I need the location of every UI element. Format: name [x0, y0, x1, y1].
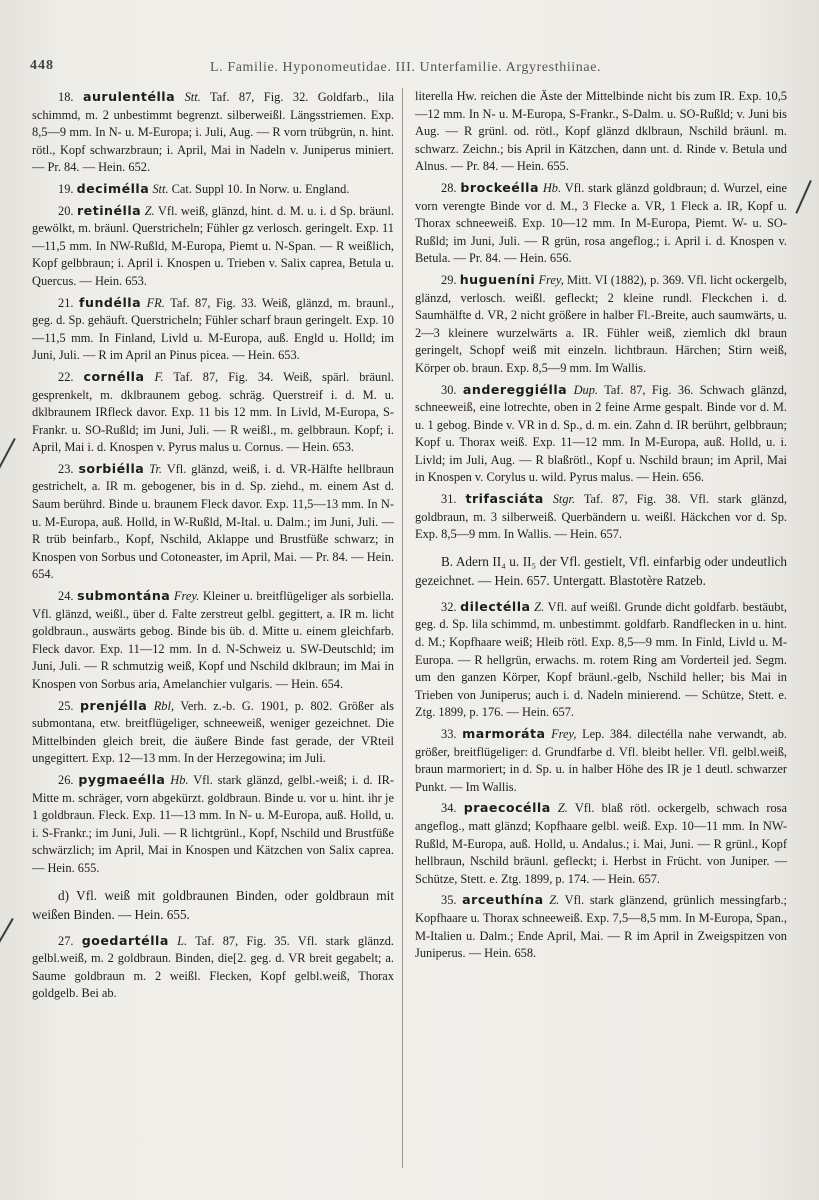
species-entry-26	[32, 771, 394, 878]
species-description: Vfl. glänzd, weiß, i. d. VR-Hälfte hellbraun gestrichelt, a. IR m. gebogener, bis in d. Sp. ziehd., m. einem Ast d. Saum berührd. Binde u. braunem Fleck davor. Exp. 11,5—13 mm. In N- u. M-Europa, auß. Holld, in W-Rußld, M-Ital. u. Dalm.; im Juni, Juli. — R trüb beinfarb., Kopf, Nschild, Aklappe und Brustfüße schwarz; in Knospen von Sorbus und Cotoneaster, im April, Mai. — Pr. 84. — Hein. 654.	[32, 461, 394, 582]
species-entry-19	[32, 180, 394, 199]
entry-number: 27.	[58, 933, 74, 948]
species-name: marmoráta	[462, 726, 546, 741]
entry-number: 20.	[58, 203, 74, 218]
species-author: Rbl,	[153, 698, 175, 713]
entry-number: 21.	[58, 295, 74, 310]
entry-number: 28.	[441, 180, 457, 195]
entry-number: 26.	[58, 772, 74, 787]
species-description: Kleiner u. breitflügeliger als sorbiella. Vfl. glänzd, weißl., über d. Falte zerstreut gelbl. gegittert, a. IR m. licht goldbraun., auswärts gebog. Binde bis üb. d. Mitte u. einem gleichfarb. Fleck davor. Exp. 11—12 mm. In d. N-Schweiz u. SW-Deutschld; im Juni, Juli. — R schmutzig weiß, Kopf und Nschild dklbraun; im Mai in Knospen von Sorbus aria, Amelanchier vulgaris. — Hein. 654.	[32, 589, 394, 691]
species-entry-33	[415, 725, 787, 796]
species-name: trifasciáta	[465, 491, 544, 507]
species-description: Vfl. blaß rötl. ockergelb, schwach rosa angeflog., matt glänzd; Kopfhaare gelbl. weiß. Exp. 10—11 mm. In NW-Rußld, M-Europa, auß. Holld, u. Andalus.; i. Mai, Juni. — R grünl., Kopf hellbraun, Nschild bräunl. gefleckt; i. Herbst in Frücht. von Juniper. — Schütze, Stett. e. Ztg. 1899, p. 174. — Hein. 657.	[415, 801, 788, 886]
species-description: Vfl. stark glänzd goldbraun; d. Wurzel, eine vorn verengte Binde vor d. M., 3 Flecke a. VR, 1 Fleck a. IR, Kopf u. Thorax schneeweiß. Exp. 10—12 mm. In M-Europa, Piemt. W- u. SO-Rußld; im Juni, Juli. — R grün, rosa angeflog.; i. April i. d. Knospen v. Betula. — Pr. 84. — Hein. 656.	[415, 180, 788, 266]
species-author: Z.	[549, 893, 560, 908]
species-description: Taf. 87, Fig. 38. Vfl. stark glänzd, goldbraun, m. 3 silberweiß. Querbändern u. weißl. Häckchen vor d. Sp. Exp. 8,5—9 mm. In Wallis. — Hein. 657.	[415, 492, 788, 542]
species-author: FR.	[146, 295, 165, 310]
species-author: Hb.	[542, 180, 562, 195]
entry-number: 19.	[58, 181, 74, 196]
species-entry-21	[32, 294, 394, 365]
species-name: brockeélla	[460, 179, 539, 195]
species-name: retinélla	[76, 202, 142, 218]
species-entry-29	[415, 271, 787, 378]
continued-text: literella Hw. reichen die Äste der Mittelbinde nicht bis zum IR. Exp. 10,5—12 mm. In N- u. M-Europa, S-Frankr., S-Dalm. u. SO-Rußld; v. Juni bis Aug. — R grünl. od. rötl., Kopf glänzd dklbraun, Nschild bräunl. m. schwarz. Zeichn.; bis April in Kätzchen, dann unt. d. Rinde v. Betula und Alnus. — Pr. 84. — Hein. 655.	[415, 89, 787, 174]
species-entry-22	[32, 368, 394, 457]
pencil-mark-right	[795, 180, 811, 214]
species-name: sorbiélla	[78, 460, 145, 476]
entry-number: 34.	[441, 801, 457, 816]
species-entry-28	[415, 179, 787, 268]
species-name: pygmaeélla	[78, 771, 166, 787]
species-name: arceuthína	[462, 892, 544, 908]
entry-number: 35.	[441, 893, 457, 908]
species-description: Vfl. stark glänzd, gelbl.-weiß; i. d. IR-Mitte m. schräger, vorn abgekürzt. goldbraun. Binde u. vor u. hint. ihr je 1 goldbraun. Fleck. Exp. 11—13 mm. In N- u. M-Europa, auß. Holld, u. i. S-Frankr.; im Juni, Juli. — R lichtgrünl., Kopf, Nschild und Brustfüße schwärzlich; im April, Mai in Knospen und Kätzchen von Salix caprea. — Hein. 655.	[32, 772, 394, 875]
page-header	[30, 58, 790, 82]
species-description: Mitt. VI (1882), p. 369. Vfl. licht ockergelb, glänzd, verlosch. weißl. gefleckt; 2 kleine rundl. Fleckchen i. d. Saumhälfte d. VR, 2 nicht größere in halber Fl.-Breite, auch saumwärts, u. 2—3 kleinere wurzelwärts a. IR. Fühler weiß, ziemlich dkl braun geringelt, Schopf weiß mit einzeln. lichtbraun. Härchen; Stirn weiß, Körper ob. braun. Exp. 8,5—9 mm. Im Wallis.	[415, 272, 787, 375]
running-head: L. Familie. Hyponomeutidae. III. Unterfamilie. Argyresthiinae.	[210, 60, 602, 75]
species-description: Verh. z.-b. G. 1901, p. 802. Größer als submontana, etw. breitflügeliger, schneeweiß, weniger gezeichnet. Die Mittelbinden gleich breit, die äußere Binde fast gerade, der VRteil ungegittert. Exp. 12—13 mm. In der Herzegowina; im Juli.	[32, 698, 394, 766]
section-heading-b: B. Adern II₄ u. II₅ der Vfl. gestielt, Vfl. einfarbig oder undeutlich gezeichnet. — Hein. 657. Untergatt. Blastotère Ratzeb.	[415, 553, 787, 588]
entry-number: 32.	[441, 599, 457, 614]
right-column	[415, 88, 787, 966]
species-entry-34	[415, 799, 787, 888]
species-author: L.	[177, 933, 188, 948]
species-entry-25	[32, 697, 394, 768]
species-author: Z.	[144, 203, 155, 218]
entry-number: 24.	[58, 589, 74, 604]
species-name: praecocélla	[463, 800, 551, 816]
species-author: Z.	[557, 801, 568, 816]
entry-number: 23.	[58, 461, 74, 476]
species-name: dilectélla	[460, 598, 531, 614]
species-author: Dup.	[573, 382, 599, 397]
species-description: Lep. 384. dilectélla nahe verwandt, ab. größer, breitflügeliger: d. Grundfarbe d. Vfl. bleibt heller. Vfl. gelbl.weiß, braun marmoriert; in d. Sp. u. in halber Höhe des IR je 1 deutl. schwarzer Punkt. — Im Wallis.	[415, 727, 787, 794]
species-author: Frey,	[538, 272, 564, 287]
species-entry-18	[32, 88, 394, 177]
species-description: Vfl. auf weißl. Grunde dicht goldfarb. bestäubt, geg. d. Sp. lila schimmd, m. unbestimmt. goldfarb. Randflecken in u. hint. d. M.; Kopfhaare weiß; Hleib rötl. Exp. 8,5—9 mm. In Finld, Livld u. M-Europa. — R hellgrün, erwachs. m. rotem Ring am Vorderteil jed. Segm. um den ganzen Körper, Kopf bräunl.-gelb, Nschild heller; bis Mai in Trieben von Juniperus; auch i. d. Nadeln minierend. — Schütze, Stett. e. Ztg. 1899, p. 176. — Hein. 657.	[415, 599, 787, 720]
species-author: Stgr.	[552, 492, 576, 507]
species-name: deciméllа	[76, 180, 150, 196]
species-author: Stt.	[152, 181, 169, 196]
pencil-mark-left	[0, 438, 16, 469]
species-name: cornélla	[83, 368, 145, 384]
column-divider	[402, 88, 403, 1168]
species-description: Taf. 87, Fig. 34. Weiß, spärl. bräunl. gesprenkelt, m. dklbraunem gebog. schräg. Querstreif i. d. M. u. dklbraunem IRfleck davor. Exp. 11 bis 12 mm. In Livld, M-Europa, S-Frankr. u. SO-Rußld; im Juni, Juli. — R weißl., m. gelbbraun. Kopf; i. April, Mai i. d. Knospen v. Pyrus malus u. Cornus. — Hein. 653.	[32, 369, 394, 455]
species-author: F.	[154, 369, 164, 384]
species-entry-35	[415, 891, 787, 962]
species-entry-30	[415, 381, 787, 488]
species-entry-31	[415, 490, 787, 544]
species-entry-24	[32, 587, 394, 694]
species-name: andereggiélla	[462, 381, 568, 397]
entry-number: 31.	[441, 492, 457, 507]
species-name: fundélla	[79, 294, 142, 310]
species-author: Frey.	[173, 589, 200, 604]
page-number: 448	[30, 58, 54, 73]
species-entry-20	[32, 202, 394, 291]
entry-number: 22.	[58, 369, 74, 384]
species-name: hugueníni	[459, 271, 536, 287]
species-author: Z.	[534, 599, 545, 614]
species-name: aurulentélla	[82, 89, 176, 104]
entry-number: 29.	[441, 272, 457, 287]
species-author: Tr.	[149, 461, 163, 476]
species-name: prenjélla	[80, 697, 148, 713]
species-description: Taf. 87, Fig. 36. Schwach glänzd, schneeweiß, eine lotrechte, oben in 2 feine Arme gespalt. Binde vor d. M. u. 1 gebog. Binde v. VR in d. Sp., d. m. ein. Zahn d. IR berührt, gelbbraun; Kopf u. Thorax weiß. Exp. 11—12 mm. In M-Europa, auß. Holld, u. i. Livld; im Juli, Aug. — R blaßrötl., Kopf u. Nschild braun; im April, Mai in Knospen v. Corylus u. wild. Pyrus malus. — Hein. 656.	[415, 382, 787, 485]
species-description: Taf. 87, Fig. 33. Weiß, glänzd, m. braunl., geg. d. Sp. gehäuft. Querstricheln; Fühler scharf braun geringelt. Exp. 10—11,5 mm. In Finland, Livld u. M-Europa, auß. Engld u. Holld; im Juni, Juli. — R im April an Pinus picea. — Hein. 653.	[32, 295, 394, 363]
species-description: Taf. 87, Fig. 35. Vfl. stark glänzd. gelbl.weiß, m. 2 goldbraun. Binden, die[2. geg. d. VR breit gegabelt; a. Saume goldbraun m. 2 weißl. Flecken, Kopf gelbl.weiß, Thorax goldgelb. Bei ab.	[32, 933, 394, 1001]
species-description: Vfl. weiß, glänzd, hint. d. M. u. i. d Sp. bräunl. gewölkt, m. bräunl. Querstricheln; Fühler gz verlosch. geringelt. Exp. 11—11,5 mm. In NW-Rußld, M-Europa, Piemt u. N-Span. — R weißlich, Kopf gelbbraun; i. April i. Knospen u. Trieben v. Salix caprea, Betula u. Quercus. — Hein. 653.	[32, 203, 394, 288]
entry-number: 18.	[58, 90, 74, 104]
species-name: goedartélla	[81, 932, 169, 948]
pencil-mark-left-lower	[0, 918, 14, 954]
entry-number: 25.	[58, 698, 74, 713]
species-author: Stt.	[184, 90, 201, 104]
species-description: Cat. Suppl 10. In Norw. u. England.	[171, 181, 350, 196]
species-description: Vfl. stark glänzend, grünlich messingfarb.; Kopfhaare u. Thorax schneeweiß. Exp. 7,5—8,5 mm. In M-Europa, Span., M-Italien u. Dalm.; Ende April, Mai. — R im April in Zweigspitzen von Juniperus. — Hein. 658.	[415, 893, 787, 961]
left-column	[32, 88, 394, 1006]
species-entry-32	[415, 598, 787, 722]
entry-number: 30.	[441, 382, 457, 397]
species-author: Hb.	[170, 772, 189, 787]
species-entry-23	[32, 460, 394, 584]
species-name: submontána	[77, 588, 171, 604]
species-author: Frey,	[551, 727, 577, 741]
species-entry-27	[32, 932, 394, 1003]
species-description: Taf. 87, Fig. 32. Goldfarb., lila schimmd, m. 2 unbestimmt begrenzt. silberweißl. Längsstriemen. Exp. 8,5—9 mm. In N- u. M-Europa; i. Juli, Aug. — R vorn trübgrün, n. hint. rötl., Kopf schwarzbraun; i. April, Mai in Nadeln v. Juniperus miniert. — Pr. 84. — Hein. 652.	[32, 90, 394, 175]
section-heading-d: d) Vfl. weiß mit goldbraunen Binden, oder goldbraun mit weißen Binden. — Hein. 655.	[32, 887, 394, 922]
entry-number: 33.	[441, 727, 457, 741]
